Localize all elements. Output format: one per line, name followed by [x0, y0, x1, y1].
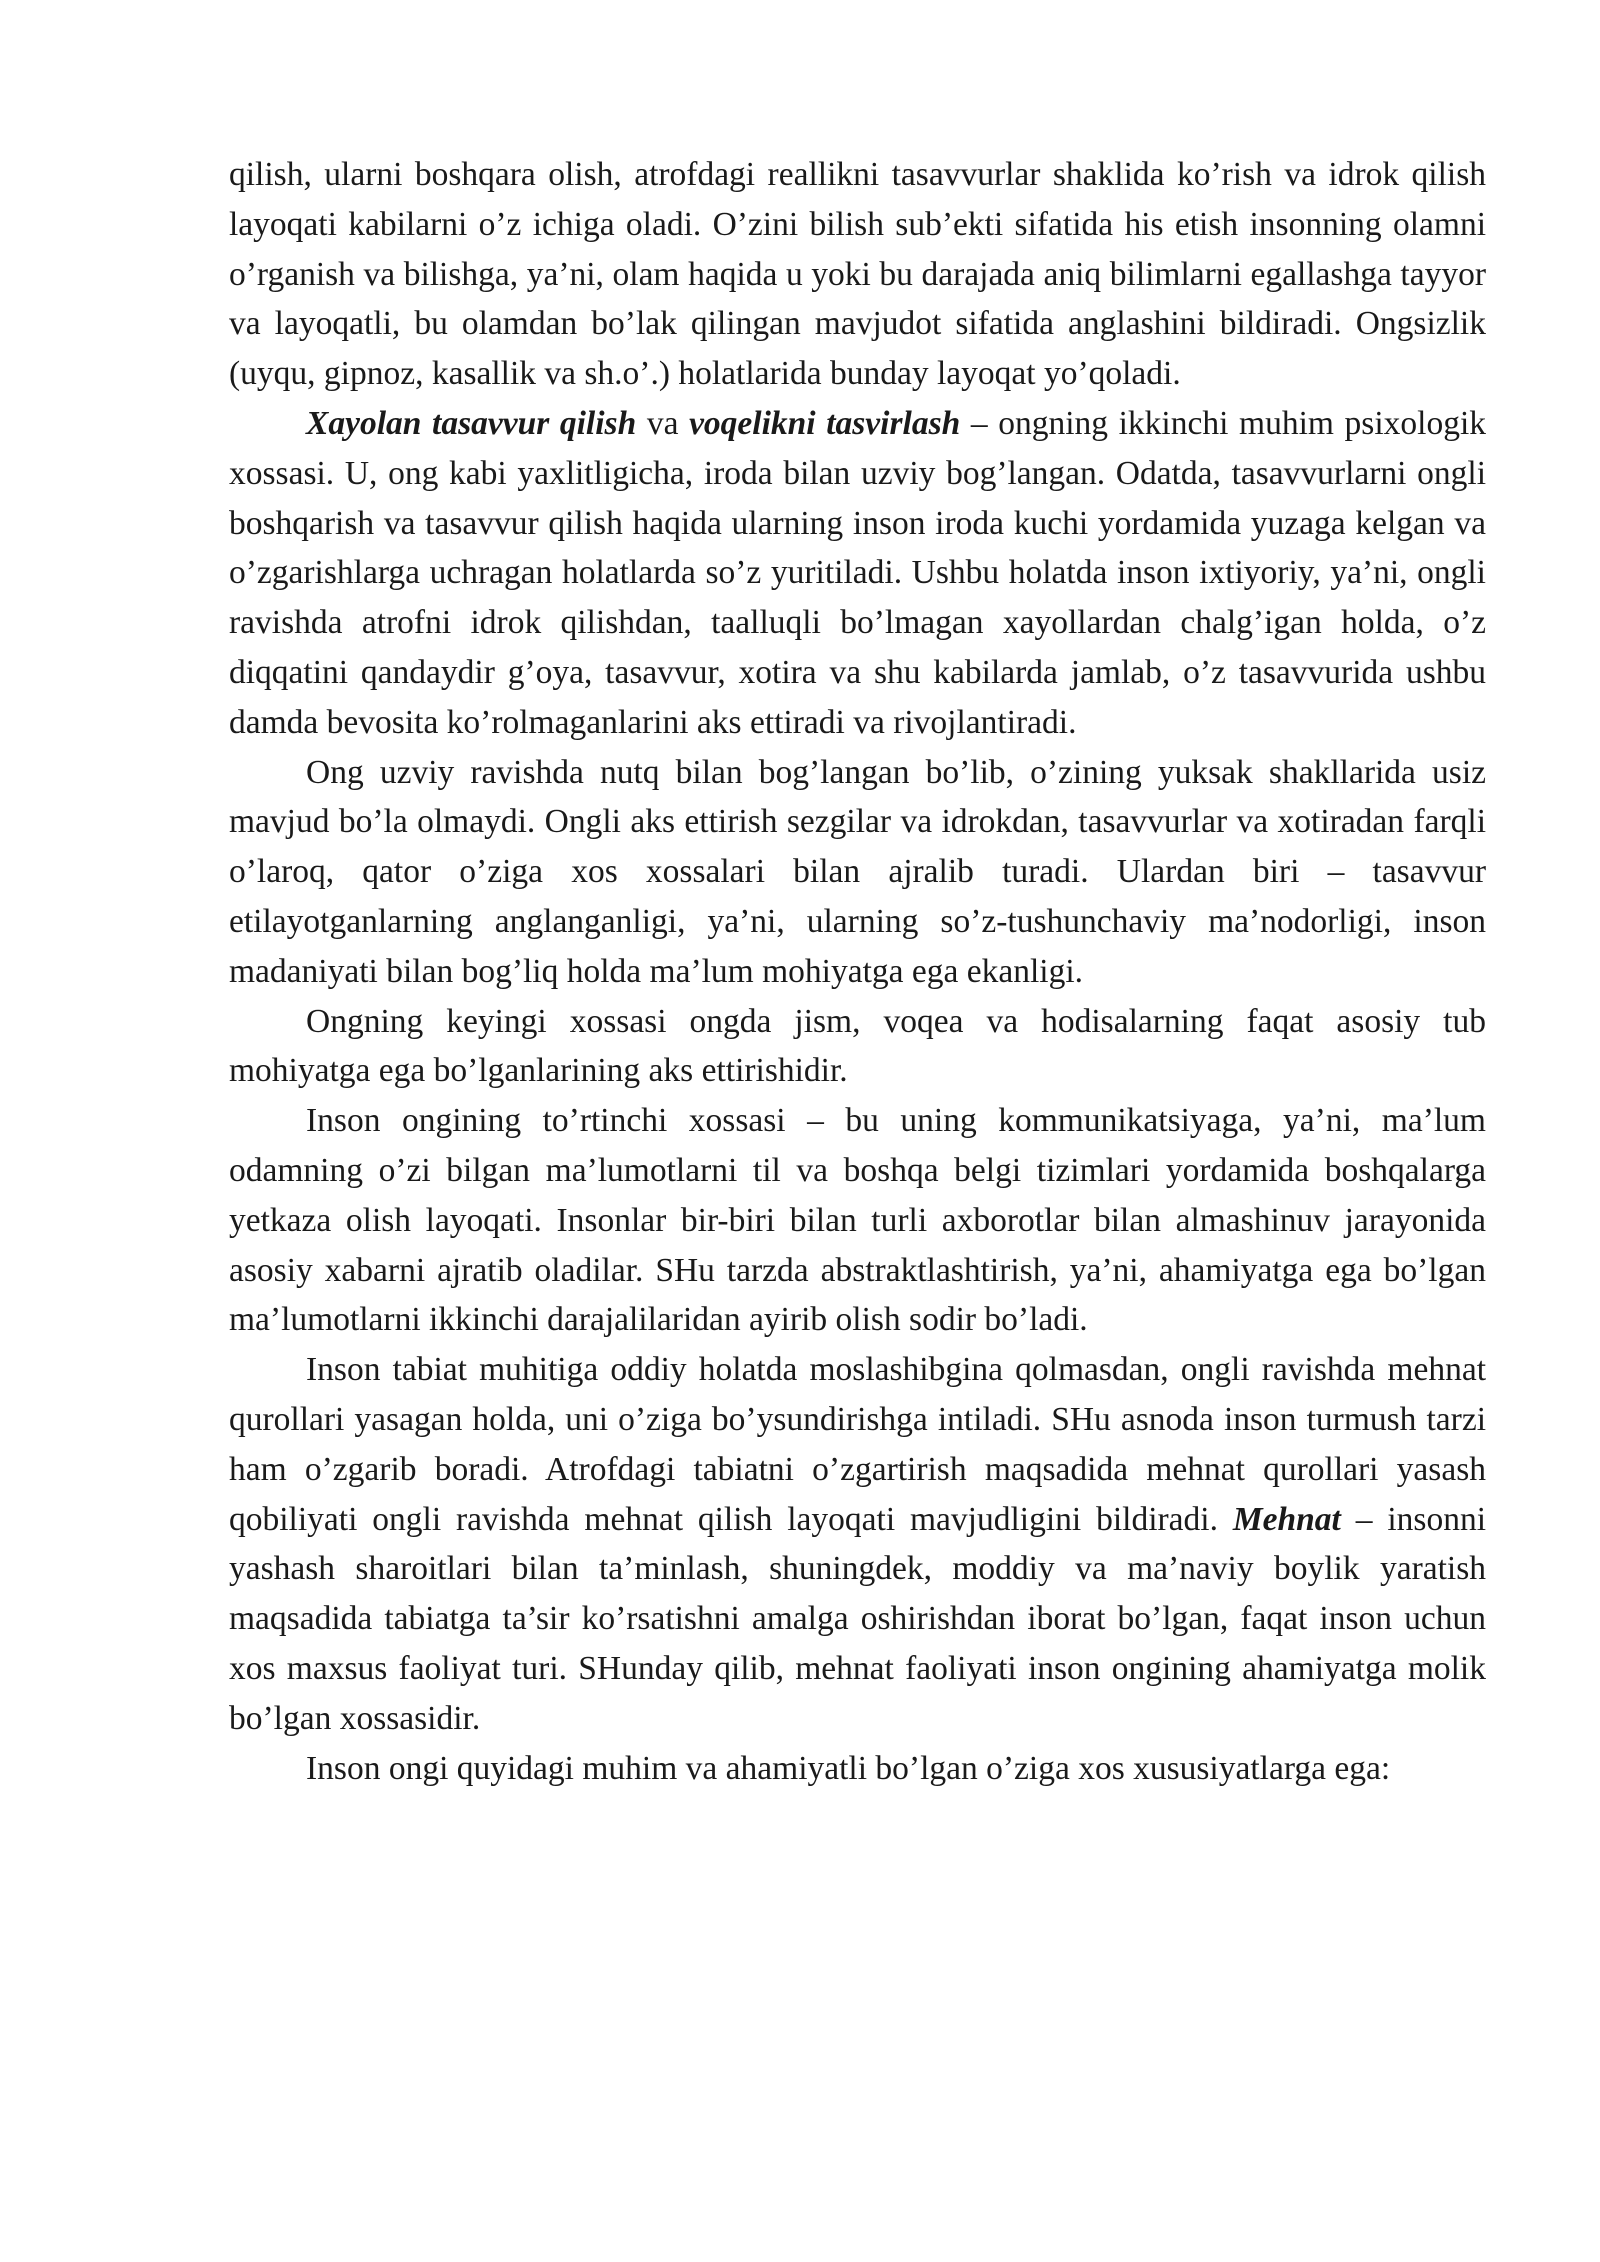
emphasized-term: voqelikni tasvirlash — [689, 404, 961, 442]
paragraph-text: Inson ongining to’rtinchi xossasi – bu uning kommunikatsiyaga, ya’ni, ma’lum odamning o’zi bilgan ma’lumotlarni til va boshqa belgi tizimlari yordamida boshqalarga yetkaza olish layoqati. Insonlar bir-biri bilan turli axborotlar bilan almashinuv jarayonida asosiy xabarni ajratib oladilar. SHu tarzda abstraktlashtirish, ya’ni, ahamiyatga ega bo’lgan ma’lumotlarni ikkinchi darajalilaridan ayirib olish sodir bo’ladi. — [229, 1102, 1486, 1339]
paragraph-text: Ongning keyingi xossasi ongda jism, voqea va hodisalarning faqat asosiy tub mohiyatga ega bo’lganlarining aks ettirishidir. — [229, 1002, 1486, 1090]
paragraph — [229, 399, 1486, 748]
paragraph-text: – insonni yashash sharoitlari bilan ta’minlash, shuningdek, moddiy va ma’naviy boylik yaratish maqsadida tabiatga ta’sir ko’rsatishni amalga oshirishdan iborat bo’lgan, faqat inson uchun xos maxsus faoliyat turi. SHunday qilib, mehnat faoliyati inson ongining ahamiyatga molik bo’lgan xossasidir. — [229, 1500, 1487, 1737]
paragraph-text: qilish, ularni boshqara olish, atrofdagi reallikni tasavvurlar shaklida ko’rish va idrok qilish layoqati kabilarni o’z ichiga oladi. O’zini bilish sub’ekti sifatida his etish insonning olamni o’rganish va bilishga, ya’ni, olam haqida u yoki bu darajada aniq bilimlarni egallashga tayyor va layoqatli, bu olamdan bo’lak qilingan mavjudot sifatida anglashini bildiradi. Ongsizlik (uyqu, gipnoz, kasallik va sh.o’.) holatlarida bunday layoqat yo’qoladi. — [229, 156, 1486, 393]
emphasized-term: Xayolan tasavvur qilish — [306, 404, 637, 442]
emphasized-term: Mehnat — [1232, 1500, 1341, 1538]
paragraph-text: Inson ongi quyidagi muhim va ahamiyatli bo’lgan o’ziga xos xususiyatlarga ega: — [306, 1749, 1391, 1787]
paragraph-text: Ong uzviy ravishda nutq bilan bog’langan bo’lib, o’zining yuksak shakllarida usiz mavjud bo’la olmaydi. Ongli aks ettirish sezgilar va idrokdan, tasavvurlar va xotiradan farqli o’laroq, qator o’ziga xos xossalari bilan ajralib turadi. Ulardan biri – tasavvur etilayotganlarning anglanganligi, ya’ni, ularning so’z-tushunchaviy ma’nodorligi, inson madaniyati bilan bog’liq holda ma’lum mohiyatga ega ekanligi. — [229, 753, 1486, 990]
paragraph-text: – ongning ikkinchi muhim psixologik xossasi. U, ong kabi yaxlitligicha, iroda bilan uzviy bog’langan. Odatda, tasavvurlarni ongli boshqarish va tasavvur qilish haqida ularning inson iroda kuchi yordamida yuzaga kelgan va o’zgarishlarga uchragan holatlarda so’z yuritiladi. Ushbu holatda inson ixtiyoriy, ya’ni, ongli ravishda atrofni idrok qilishdan, taalluqli bo’lmagan xayollardan chalg’igan holda, o’z diqqatini qandaydir g’oya, tasavvur, xotira va shu kabilarda jamlab, o’z tasavvurida ushbu damda bevosita ko’rolmaganlarini aks ettiradi va rivojlantiradi. — [229, 404, 1487, 741]
document-page — [229, 150, 1486, 1793]
paragraph — [229, 1345, 1486, 1743]
paragraph — [229, 150, 1486, 399]
paragraph-text: Inson tabiat muhitiga oddiy holatda moslashibgina qolmasdan, ongli ravishda mehnat qurollari yasagan holda, uni o’ziga bo’ysundirishga intiladi. SHu asnoda inson turmush tarzi ham o’zgarib boradi. Atrofdagi tabiatni o’zgartirish maqsadida mehnat qurollari yasash qobiliyati ongli ravishda mehnat qilish layoqati mavjudligini bildiradi. — [229, 1351, 1486, 1538]
paragraph — [229, 1096, 1486, 1345]
paragraph — [229, 1744, 1486, 1794]
paragraph — [229, 748, 1486, 997]
paragraph-text: va — [636, 404, 690, 442]
paragraph — [229, 997, 1486, 1097]
